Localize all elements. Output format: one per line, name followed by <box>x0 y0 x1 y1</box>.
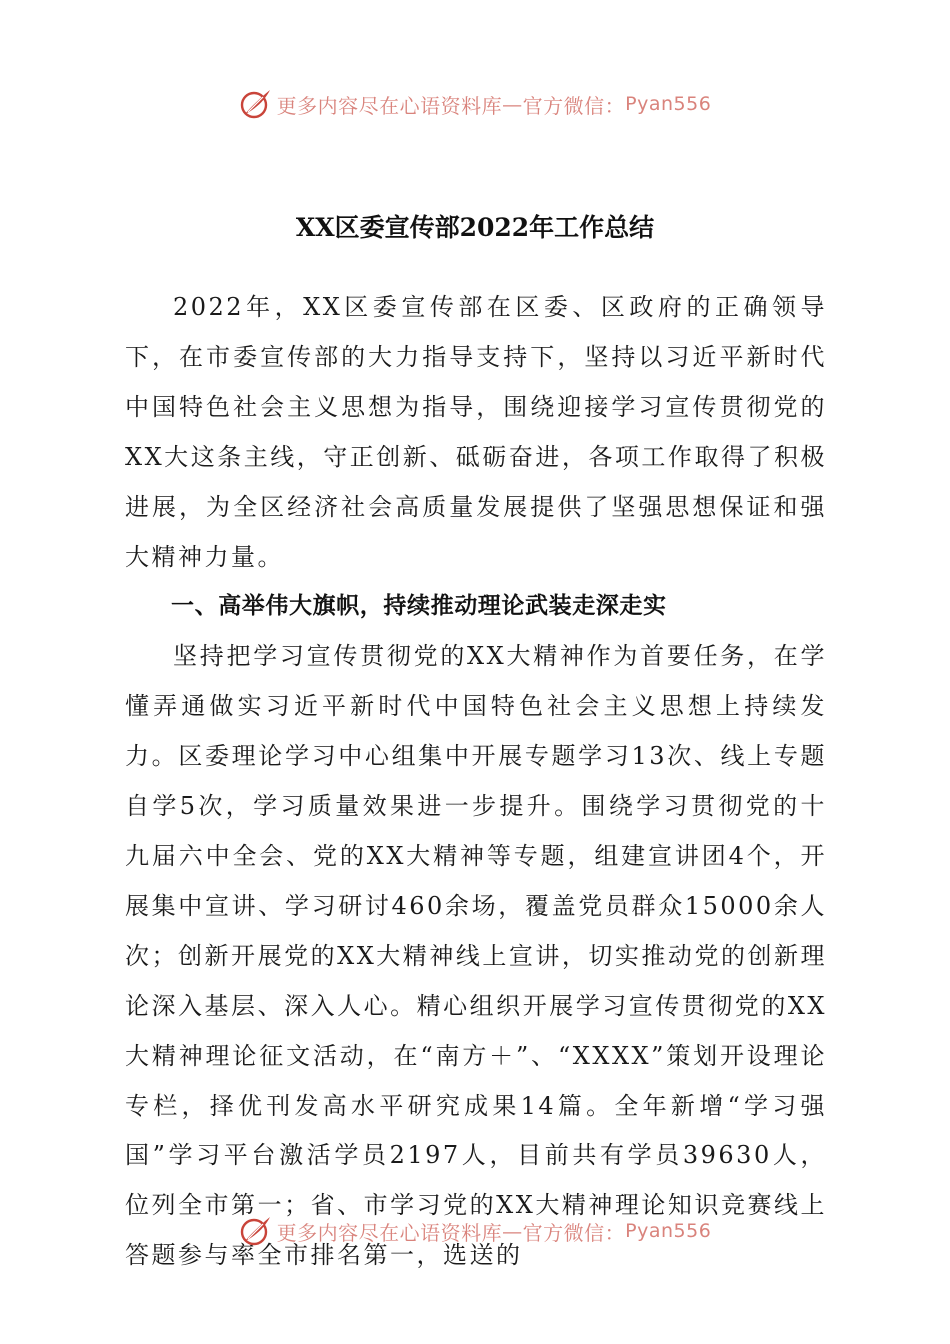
watermark-slogan: 更多内容尽在心语资料库 <box>276 93 503 118</box>
watermark-slogan: 更多内容尽在心语资料库 <box>276 1220 503 1245</box>
watermark-separator: — <box>502 1219 523 1243</box>
document-body <box>125 283 827 1281</box>
quill-logo-icon <box>239 87 273 121</box>
watermark-contact-label: 官方微信： <box>522 93 626 118</box>
section-heading-1: 一、高举伟大旗帜，持续推动理论武装走深走实 <box>171 593 667 620</box>
document-title: XX区委宣传部2022年工作总结 <box>295 213 655 242</box>
watermark-footer <box>0 1211 950 1251</box>
intro-paragraph: 2022年，XX区委宣传部在区委、区政府的正确领导下，在市委宣传部的大力指导支持下，坚持以习近平新时代中国特色社会主义思想为指导，围绕迎接学习宣传贯彻党的XX大这条主线，守正创新、砥砺奋进，各项工作取得了积极进展，为全区经济社会高质量发展提供了坚强思想保证和强大精神力量。 <box>125 293 827 571</box>
quill-logo-icon <box>239 1214 273 1248</box>
watermark-separator: — <box>502 92 523 116</box>
watermark-contact-id: Pyan556 <box>625 1220 712 1242</box>
watermark-contact-label: 官方微信： <box>522 1220 626 1245</box>
section-1-paragraph: 坚持把学习宣传贯彻党的XX大精神作为首要任务，在学懂弄通做实习近平新时代中国特色社会主义思想上持续发力。区委理论学习中心组集中开展专题学习13次、线上专题自学5次，学习质量效果进一步提升。围绕学习贯彻党的十九届六中全会、党的XX大精神等专题，组建宣讲团4个，开展集中宣讲、学习研讨460余场，覆盖党员群众15000余人次；创新开展党的XX大精神线上宣讲，切实推动党的创新理论深入基层、深入人心。精心组织开展学习宣传贯彻党的XX大精神理论征文活动，在“南方＋”、“XXXX”策划开设理论专栏，择优刊发高水平研究成果14篇。全年新增“学习强国”学习平台激活学员2197人，目前共有学员39630人，位列全市第一；省、市学习党的XX大精神理论知识竞赛线上答题参与率全市排名第一，选送的 <box>125 642 827 1270</box>
watermark-contact-id: Pyan556 <box>625 93 712 115</box>
watermark-header <box>0 84 950 124</box>
